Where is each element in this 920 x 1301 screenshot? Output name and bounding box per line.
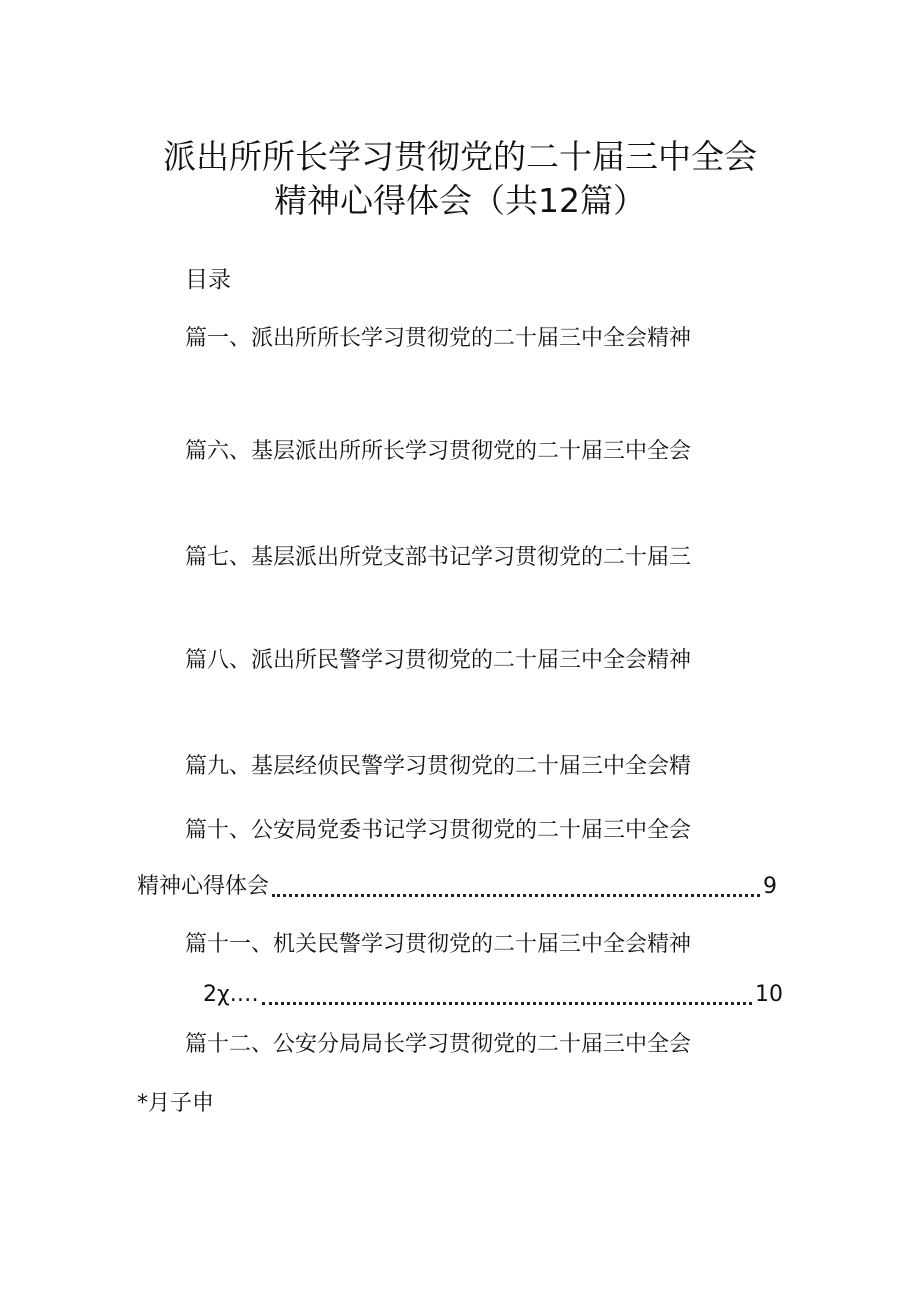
toc-entry-continuation[interactable] [203,980,783,1010]
toc-entry-continuation-text: *月子申 [137,1091,215,1116]
toc-leader-dots [272,892,760,897]
toc-entry-continuation-text: 2χ.… [203,982,259,1007]
toc-entry[interactable]: 篇十一、机关民警学习贯彻党的二十届三中全会精神 [185,932,692,957]
toc-entry[interactable]: 篇七、基层派出所党支部书记学习贯彻党的二十届三 [185,545,692,570]
document-title-line-2: 精神心得体会（共12篇） [274,181,646,220]
toc-entry-continuation-text: 精神心得体会 [137,874,270,899]
toc-entry[interactable]: 篇十、公安局党委书记学习贯彻党的二十届三中全会 [185,818,692,843]
toc-entry[interactable]: 篇九、基层经侦民警学习贯彻党的二十届三中全会精 [185,754,692,779]
toc-page-number: 10 [755,982,783,1007]
toc-heading: 目录 [185,267,231,293]
toc-entry[interactable]: 篇六、基层派出所所长学习贯彻党的二十届三中全会 [185,439,692,464]
toc-entry-continuation[interactable] [137,872,777,902]
toc-entry[interactable]: 篇八、派出所民警学习贯彻党的二十届三中全会精神 [185,648,692,673]
toc-page-number: 9 [763,874,777,899]
document-title-line-1: 派出所所长学习贯彻党的二十届三中全会 [163,137,757,176]
toc-entry[interactable]: 篇十二、公安分局局长学习贯彻党的二十届三中全会 [185,1032,692,1057]
toc-leader-dots [262,1000,752,1005]
toc-entry[interactable]: 篇一、派出所所长学习贯彻党的二十届三中全会精神 [185,326,692,351]
